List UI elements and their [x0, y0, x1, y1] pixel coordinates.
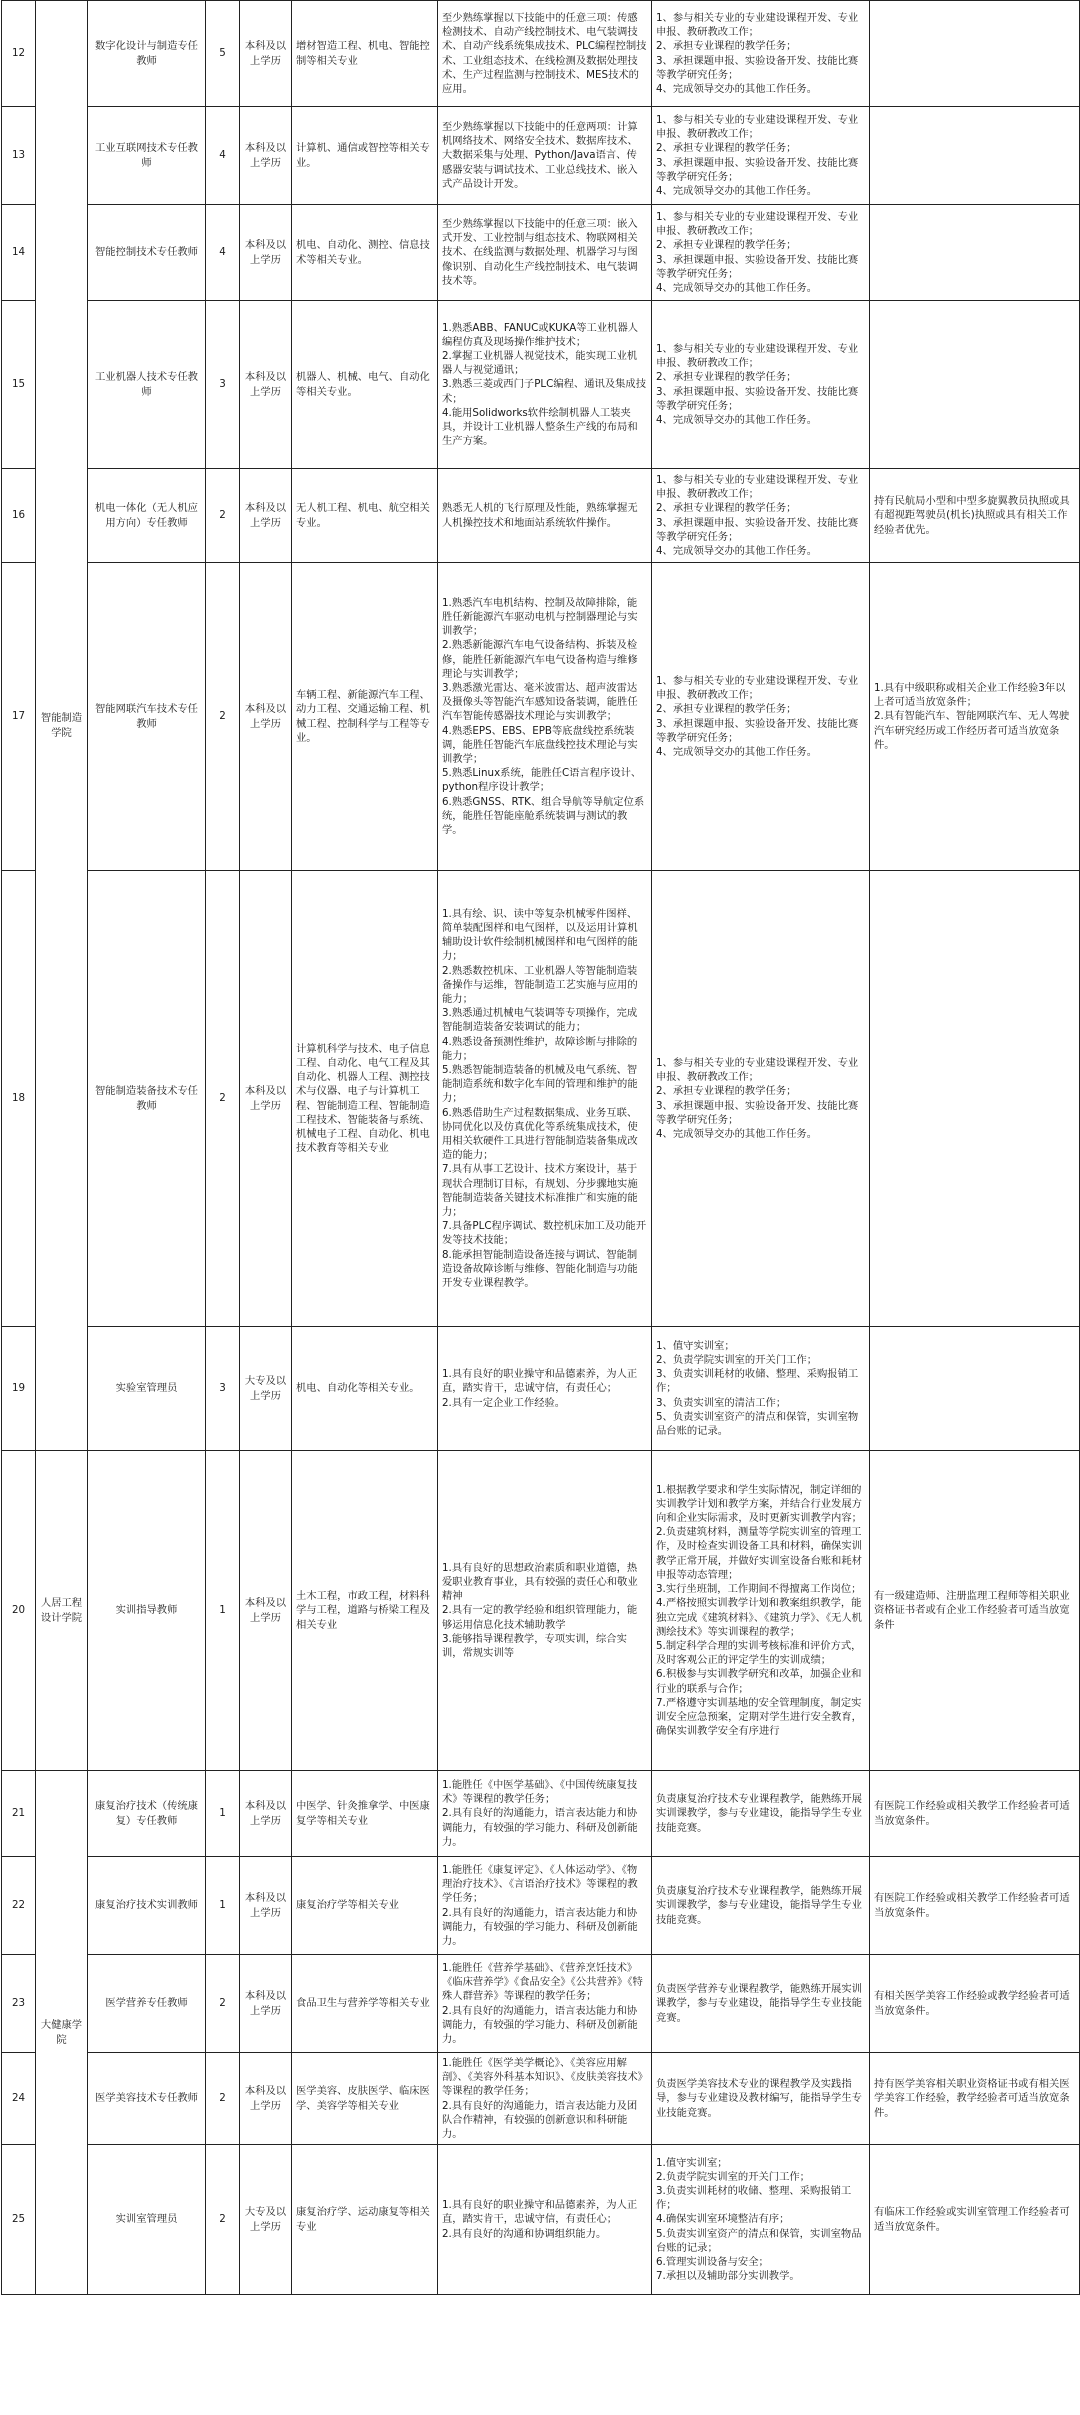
requirements: 熟悉无人机的飞行原理及性能，熟练掌握无人机操控技术和地面站系统软件操作。: [438, 469, 652, 563]
table-row: [2, 1327, 1080, 1451]
row-number: 12: [2, 1, 36, 107]
post-name: 实训指导教师: [88, 1451, 206, 1771]
headcount: 2: [206, 563, 240, 871]
post-name: 智能网联汽车技术专任教师: [88, 563, 206, 871]
table-row: [2, 205, 1080, 301]
post-name: 工业机器人技术专任教师: [88, 301, 206, 469]
requirements: 1.熟悉汽车电机结构、控制及故障排除，能胜任新能源汽车驱动电机与控制器理论与实训教学； 2.熟悉新能源汽车电气设备结构、拆装及检修，能胜任新能源汽车电气设备构造与维修理论与实训教学； 3.熟悉激光雷达、毫米波雷达、超声波雷达及摄像头等智能汽车感知设备装调，能胜任汽车智能传感器技术理论与实训教学； 4.熟悉EPS、EBS、EPB等底盘线控系统装调，能胜任智能汽车底盘线控技术理论与实训教学； 5.熟悉Linux系统，能胜任C语言程序设计、python程序设计教学； 6.熟悉GNSS、RTK、组合导航等导航定位系统，能胜任智能座舱系统装调与测试的教学。: [438, 563, 652, 871]
education: 本科及以上学历: [240, 871, 292, 1327]
major: 机器人、机械、电气、自动化等相关专业。: [292, 301, 438, 469]
requirements: 至少熟练掌握以下技能中的任意三项：嵌入式开发、工业控制与组态技术、物联网相关技术、在线监测与数据处理、机器学习与图像识别、自动化生产线控制技术、电气装调技术等。: [438, 205, 652, 301]
duties: 负责康复治疗技术专业课程教学，能熟练开展实训课教学，参与专业建设，能指导学生专业技能竞赛。: [652, 1857, 870, 1955]
requirements: 1.具有良好的职业操守和品德素养，为人正直，踏实肯干，忠诚守信，有责任心； 2.具有良好的沟通和协调组织能力。: [438, 2145, 652, 2295]
requirements: 1.能胜任《康复评定》、《人体运动学》、《物理治疗技术》、《言语治疗技术》等课程的教学任务； 2.具有良好的沟通能力，语言表达能力和协调能力，有较强的学习能力、科研及创新能力。: [438, 1857, 652, 1955]
education: 本科及以上学历: [240, 1, 292, 107]
row-number: 20: [2, 1451, 36, 1771]
major: 机电、自动化、测控、信息技术等相关专业。: [292, 205, 438, 301]
education: 本科及以上学历: [240, 301, 292, 469]
duties: 1、参与相关专业的专业建设课程开发、专业申报、教研教改工作； 2、承担专业课程的教学任务； 3、承担课题申报、实验设备开发、技能比赛等教学研究任务； 4、完成领导交办的其他工作任务。: [652, 469, 870, 563]
table-row: [2, 2145, 1080, 2295]
row-number: 18: [2, 871, 36, 1327]
requirements: 1.具有良好的思想政治素质和职业道德，热爱职业教育事业，具有较强的责任心和敬业精神 2.具有一定的教学经验和组织管理能力，能够运用信息化技术辅助教学 3.能够指导课程教学，专项实训，综合实训，常规实训等: [438, 1451, 652, 1771]
other-conditions: 有一级建造师、注册监理工程师等相关职业资格证书者或有企业工作经验者可适当放宽条件: [870, 1451, 1080, 1771]
table-row: [2, 301, 1080, 469]
requirements: 1.熟悉ABB、FANUC或KUKA等工业机器人编程仿真及现场操作维护技术； 2.掌握工业机器人视觉技术，能实现工业机器人与视觉通讯； 3.熟悉三菱或西门子PLC编程、通讯及集成技术； 4.能用Solidworks软件绘制机器人工装夹具，并设计工业机器人整条生产线的布局和生产方案。: [438, 301, 652, 469]
duties: 1、参与相关专业的专业建设课程开发、专业申报、教研教改工作； 2、承担专业课程的教学任务； 3、承担课题申报、实验设备开发、技能比赛等教学研究任务； 4、完成领导交办的其他工作任务。: [652, 205, 870, 301]
major: 无人机工程、机电、航空相关专业。: [292, 469, 438, 563]
major: 食品卫生与营养学等相关专业: [292, 1955, 438, 2053]
headcount: 1: [206, 1771, 240, 1857]
post-name: 医学营养专任教师: [88, 1955, 206, 2053]
post-name: 工业互联网技术专任教师: [88, 107, 206, 205]
other-conditions: [870, 1, 1080, 107]
duties: 1、参与相关专业的专业建设课程开发、专业申报、教研教改工作； 2、承担专业课程的教学任务； 3、承担课题申报、实验设备开发、技能比赛等教学研究任务； 4、完成领导交办的其他工作任务。: [652, 563, 870, 871]
headcount: 5: [206, 1, 240, 107]
recruitment-table: [1, 0, 1080, 2295]
row-number: 21: [2, 1771, 36, 1857]
major: 康复治疗学等相关专业: [292, 1857, 438, 1955]
duties: 1、值守实训室； 2、负责学院实训室的开关门工作； 3、负责实训耗材的收储、整理、采购报销工作； 3、负责实训室的清洁工作； 5、负责实训室资产的清点和保管，实训室物品台账的记录。: [652, 1327, 870, 1451]
row-number: 17: [2, 563, 36, 871]
other-conditions: 有临床工作经验或实训室管理工作经验者可适当放宽条件。: [870, 2145, 1080, 2295]
row-number: 16: [2, 469, 36, 563]
duties: 1、参与相关专业的专业建设课程开发、专业申报、教研教改工作； 2、承担专业课程的教学任务； 3、承担课题申报、实验设备开发、技能比赛等教学研究任务； 4、完成领导交办的其他工作任务。: [652, 107, 870, 205]
headcount: 2: [206, 2145, 240, 2295]
post-name: 智能制造装备技术专任教师: [88, 871, 206, 1327]
other-conditions: 1.具有中级职称或相关企业工作经验3年以上者可适当放宽条件； 2.具有智能汽车、智能网联汽车、无人驾驶汽车研究经历或工作经历者可适当放宽条件。: [870, 563, 1080, 871]
table-row: [2, 1857, 1080, 1955]
row-number: 14: [2, 205, 36, 301]
duties: 1.根据教学要求和学生实际情况，制定详细的实训教学计划和教学方案，并结合行业发展方向和企业实际需求，及时更新实训教学内容； 2.负责建筑材料，测量等学院实训室的管理工作，及时检查实训设备工具和材料，确保实训教学正常开展，并做好实训室设备台账和耗材申报等动态管理； 3.实行坐班制，工作期间不得擅离工作岗位； 4.严格按照实训教学计划和教案组织教学，能独立完成《建筑材料》、《建筑力学》、《无人机测绘技术》等实训课程的教学； 5.制定科学合理的实训考核标准和评价方式，及时客观公正的评定学生的实训成绩； 6.积极参与实训教学研究和改革，加强企业和行业的联系与合作； 7.严格遵守实训基地的安全管理制度，制定实训安全应急预案，定期对学生进行安全教育，确保实训教学安全有序进行: [652, 1451, 870, 1771]
row-number: 23: [2, 1955, 36, 2053]
headcount: 4: [206, 107, 240, 205]
duties: 负责康复治疗技术专业课程教学，能熟练开展实训课教学，参与专业建设，能指导学生专业技能竞赛。: [652, 1771, 870, 1857]
major: 车辆工程、新能源汽车工程、动力工程、交通运输工程、机械工程、控制科学与工程等专业。: [292, 563, 438, 871]
major: 土木工程，市政工程，材料科学与工程，道路与桥梁工程及相关专业: [292, 1451, 438, 1771]
major: 医学美容、皮肤医学、临床医学、美容学等相关专业: [292, 2053, 438, 2145]
other-conditions: 有医院工作经验或相关教学工作经验者可适当放宽条件。: [870, 1771, 1080, 1857]
headcount: 4: [206, 205, 240, 301]
major: 康复治疗学、运动康复等相关专业: [292, 2145, 438, 2295]
major: 计算机科学与技术、电子信息工程、自动化、电气工程及其自动化、机器人工程、测控技术与仪器、电子与计算机工程、智能制造工程、智能制造工程技术、智能装备与系统、机械电子工程、自动化、机电技术教育等相关专业: [292, 871, 438, 1327]
education: 本科及以上学历: [240, 2053, 292, 2145]
post-name: 康复治疗技术（传统康复）专任教师: [88, 1771, 206, 1857]
post-name: 医学美容技术专任教师: [88, 2053, 206, 2145]
table-row: [2, 563, 1080, 871]
row-number: 15: [2, 301, 36, 469]
requirements: 1.具有良好的职业操守和品德素养，为人正直，踏实肯干，忠诚守信，有责任心； 2.具有一定企业工作经验。: [438, 1327, 652, 1451]
requirements: 至少熟练掌握以下技能中的任意三项：传感检测技术、自动产线控制技术、电气装调技术、自动产线系统集成技术、PLC编程控制技术、工业组态技术、在线检测及数据处理技术、生产过程监测与控制技术、MES技术的应用。: [438, 1, 652, 107]
requirements: 1.具有绘、识、读中等复杂机械零件图样、简单装配图样和电气图样，以及运用计算机辅助设计软件绘制机械图样和电气图样的能力； 2.熟悉数控机床、工业机器人等智能制造装备操作与运维，智能制造工艺实施与应用的能力； 3.熟悉通过机械电气装调等专项操作，完成智能制造装备安装调试的能力； 4.熟悉设备预测性维护，故障诊断与排除的能力； 5.熟悉智能制造装备的机械及电气系统、智能制造系统和数字化车间的管理和维护的能力； 6.熟悉借助生产过程数据集成、业务互联、协同优化以及仿真优化等系统集成技术，使用相关软硬件工具进行智能制造装备集成改造的能力； 7.具有从事工艺设计、技术方案设计，基于现状合理制订目标，有规划、分步骤地实施智能制造装备关键技术标准推广和实施的能力； 7.具备PLC程序调试、数控机床加工及功能开发等技术技能； 8.能承担智能制造设备连接与调试、智能制造设备故障诊断与维修、智能化制造与功能开发专业课程教学。: [438, 871, 652, 1327]
headcount: 1: [206, 1451, 240, 1771]
post-name: 机电一体化（无人机应用方向）专任教师: [88, 469, 206, 563]
major: 计算机、通信或智控等相关专业。: [292, 107, 438, 205]
headcount: 3: [206, 1327, 240, 1451]
major: 增材智造工程、机电、智能控制等相关专业: [292, 1, 438, 107]
post-name: 康复治疗技术实训教师: [88, 1857, 206, 1955]
other-conditions: [870, 107, 1080, 205]
education: 本科及以上学历: [240, 563, 292, 871]
college-name: 大健康学院: [36, 1771, 88, 2295]
post-name: 实训室管理员: [88, 2145, 206, 2295]
college-name: 人居工程设计学院: [36, 1451, 88, 1771]
headcount: 2: [206, 871, 240, 1327]
education: 本科及以上学历: [240, 1771, 292, 1857]
duties: 1.值守实训室； 2.负责学院实训室的开关门工作； 3.负责实训耗材的收储、整理、采购报销工作； 4.确保实训室环境整洁有序； 5.负责实训室资产的清点和保管，实训室物品台账的记录； 6.管理实训设备与安全； 7.承担以及辅助部分实训教学。: [652, 2145, 870, 2295]
table-row: [2, 469, 1080, 563]
post-name: 实验室管理员: [88, 1327, 206, 1451]
major: 中医学、针灸推拿学、中医康复学等相关专业: [292, 1771, 438, 1857]
headcount: 2: [206, 1955, 240, 2053]
table-row: [2, 871, 1080, 1327]
post-name: 智能控制技术专任教师: [88, 205, 206, 301]
table-row: [2, 107, 1080, 205]
table-row: [2, 1451, 1080, 1771]
headcount: 2: [206, 2053, 240, 2145]
table-row: [2, 2053, 1080, 2145]
education: 本科及以上学历: [240, 1857, 292, 1955]
row-number: 24: [2, 2053, 36, 2145]
post-name: 数字化设计与制造专任教师: [88, 1, 206, 107]
headcount: 3: [206, 301, 240, 469]
requirements: 至少熟练掌握以下技能中的任意两项：计算机网络技术、网络安全技术、数据库技术、大数据采集与处理、Python/Java语言、传感器安装与调试技术、工业总线技术、嵌入式产品设计开发。: [438, 107, 652, 205]
row-number: 25: [2, 2145, 36, 2295]
other-conditions: 持有民航局小型和中型多旋翼教员执照或具有超视距驾驶员(机长)执照或具有相关工作经验者优先。: [870, 469, 1080, 563]
major: 机电、自动化等相关专业。: [292, 1327, 438, 1451]
requirements: 1.能胜任《营养学基础》、《营养烹饪技术》《临床营养学》《食品安全》《公共营养》《特殊人群营养》等课程的教学任务； 2.具有良好的沟通能力，语言表达能力和协调能力，有较强的学习能力、科研及创新能力。: [438, 1955, 652, 2053]
row-number: 19: [2, 1327, 36, 1451]
other-conditions: 有相关医学美容工作经验或教学经验者可适当放宽条件。: [870, 1955, 1080, 2053]
duties: 1、参与相关专业的专业建设课程开发、专业申报、教研教改工作； 2、承担专业课程的教学任务； 3、承担课题申报、实验设备开发、技能比赛等教学研究任务； 4、完成领导交办的其他工作任务。: [652, 871, 870, 1327]
duties: 1、参与相关专业的专业建设课程开发、专业申报、教研教改工作； 2、承担专业课程的教学任务； 3、承担课题申报、实验设备开发、技能比赛等教学研究任务； 4、完成领导交办的其他工作任务。: [652, 1, 870, 107]
other-conditions: [870, 205, 1080, 301]
row-number: 13: [2, 107, 36, 205]
other-conditions: [870, 1327, 1080, 1451]
requirements: 1.能胜任《中医学基础》、《中国传统康复技术》等课程的教学任务； 2.具有良好的沟通能力，语言表达能力和协调能力，有较强的学习能力、科研及创新能力。: [438, 1771, 652, 1857]
table-row: [2, 1955, 1080, 2053]
education: 大专及以上学历: [240, 1327, 292, 1451]
other-conditions: [870, 871, 1080, 1327]
education: 本科及以上学历: [240, 1955, 292, 2053]
table-row: [2, 1, 1080, 107]
duties: 负责医学美容技术专业的课程教学及实践指导，参与专业建设及教材编写，能指导学生专业技能竞赛。: [652, 2053, 870, 2145]
row-number: 22: [2, 1857, 36, 1955]
other-conditions: 有医院工作经验或相关教学工作经验者可适当放宽条件。: [870, 1857, 1080, 1955]
education: 本科及以上学历: [240, 205, 292, 301]
education: 大专及以上学历: [240, 2145, 292, 2295]
duties: 负责医学营养专业课程教学，能熟练开展实训课教学，参与专业建设，能指导学生专业技能竞赛。: [652, 1955, 870, 2053]
college-name: 智能制造学院: [36, 1, 88, 1451]
education: 本科及以上学历: [240, 107, 292, 205]
table-row: [2, 1771, 1080, 1857]
duties: 1、参与相关专业的专业建设课程开发、专业申报、教研教改工作； 2、承担专业课程的教学任务； 3、承担课题申报、实验设备开发、技能比赛等教学研究任务； 4、完成领导交办的其他工作任务。: [652, 301, 870, 469]
other-conditions: [870, 301, 1080, 469]
other-conditions: 持有医学美容相关职业资格证书或有相关医学美容工作经验，教学经验者可适当放宽条件。: [870, 2053, 1080, 2145]
education: 本科及以上学历: [240, 1451, 292, 1771]
education: 本科及以上学历: [240, 469, 292, 563]
requirements: 1.能胜任《医学美学概论》、《美容应用解剖》、《美容外科基本知识》、《皮肤美容技术》等课程的教学任务； 2.具有良好的沟通能力，语言表达能力及团队合作精神，有较强的创新意识和科研能力。: [438, 2053, 652, 2145]
headcount: 2: [206, 469, 240, 563]
headcount: 1: [206, 1857, 240, 1955]
